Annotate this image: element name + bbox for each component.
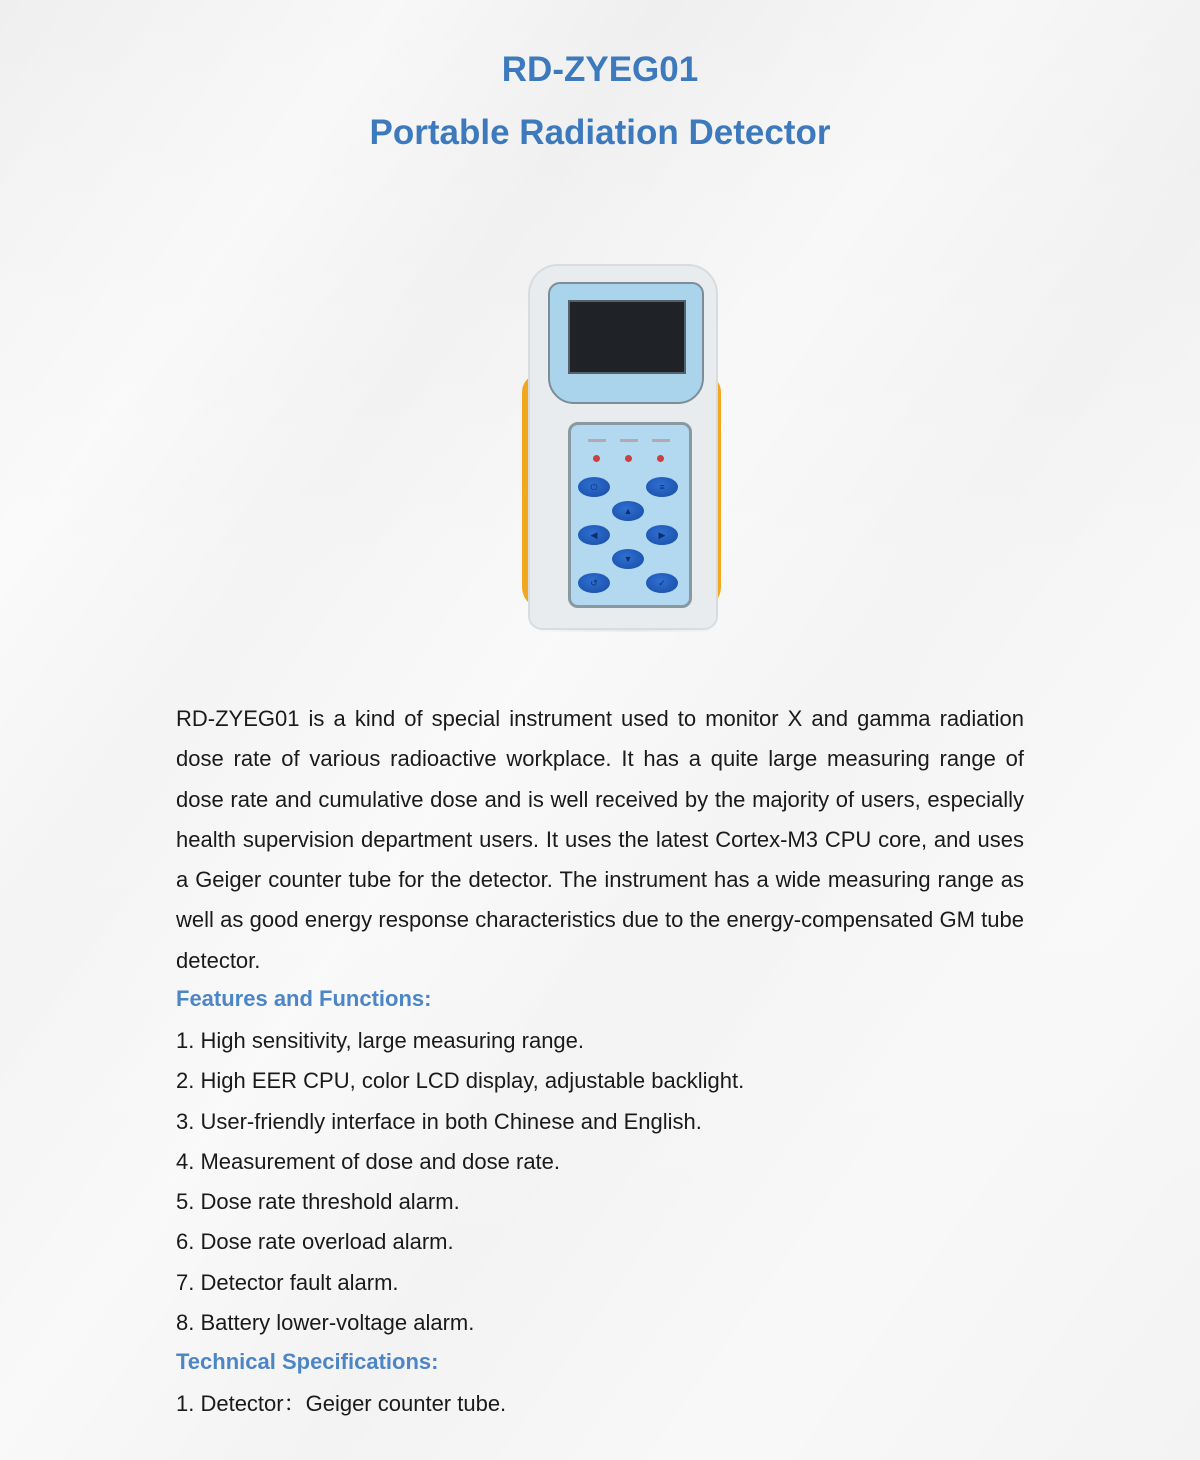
indicator-led-icon: [657, 455, 664, 462]
feature-item: 4. Measurement of dose and dose rate.: [176, 1148, 561, 1174]
led-label-mark: [588, 439, 606, 442]
device-lcd-screen: [568, 300, 686, 374]
led-label-mark: [652, 439, 670, 442]
device-key-power: [578, 477, 610, 497]
feature-item: 8. Battery lower-voltage alarm.: [176, 1310, 475, 1336]
device-key-back: [578, 573, 610, 593]
arrow-left-icon: ◀: [590, 529, 598, 540]
menu-icon: ≡: [659, 481, 665, 492]
product-model-title: RD-ZYEG01: [501, 50, 699, 89]
feature-item: 1. High sensitivity, large measuring range.: [176, 1028, 585, 1053]
arrow-right-icon: ▶: [658, 529, 666, 540]
device-key-menu: [646, 477, 678, 497]
indicator-led-icon: [625, 455, 632, 462]
feature-item: 2. High EER CPU, color LCD display, adjustable backlight.: [176, 1068, 745, 1094]
feature-item: 5. Dose rate threshold alarm.: [176, 1189, 460, 1215]
product-name-title: Portable Radiation Detector: [369, 113, 831, 152]
device-keypad: [568, 422, 692, 608]
features-list: [176, 1021, 744, 1343]
feature-item: 7. Detector fault alarm.: [176, 1269, 399, 1295]
arrow-down-icon: ▼: [623, 553, 633, 564]
checkmark-icon: ✓: [658, 577, 666, 588]
indicator-led-icon: [593, 455, 600, 462]
specifications-heading: Technical Specifications:: [176, 1349, 439, 1374]
device-screen-bezel: [548, 282, 704, 404]
back-icon: ↺: [590, 577, 598, 588]
specification-item: 1. Detector：Geiger counter tube.: [176, 1391, 507, 1416]
feature-item: 3. User-friendly interface in both Chinese and English.: [176, 1108, 702, 1134]
device-key-right: [646, 525, 678, 545]
product-image: [520, 262, 725, 634]
device-key-left: [578, 525, 610, 545]
arrow-up-icon: ▲: [623, 505, 633, 516]
features-heading: Features and Functions:: [176, 986, 432, 1011]
device-body: [528, 264, 718, 630]
specifications-list: [176, 1384, 506, 1424]
device-key-ok: [646, 573, 678, 593]
power-icon: ⏻: [590, 481, 598, 492]
device-key-up: [612, 501, 644, 521]
device-key-down: [612, 549, 644, 569]
feature-item: 6. Dose rate overload alarm.: [176, 1229, 454, 1255]
led-label-mark: [620, 439, 638, 442]
product-description: RD-ZYEG01 is a kind of special instrument used to monitor X and gamma radiation dose rate of various radioactive workplace. It has a quite large measuring range of dose rate and cumulative dose and is well received by the majority of users, especially health supervision department users. It uses the latest Cortex-M3 CPU core, and uses a Geiger counter tube for the detector. The instrument has a wide measuring range as well as good energy response characteristics due to the energy-compensated GM tube detector.: [176, 706, 1024, 973]
